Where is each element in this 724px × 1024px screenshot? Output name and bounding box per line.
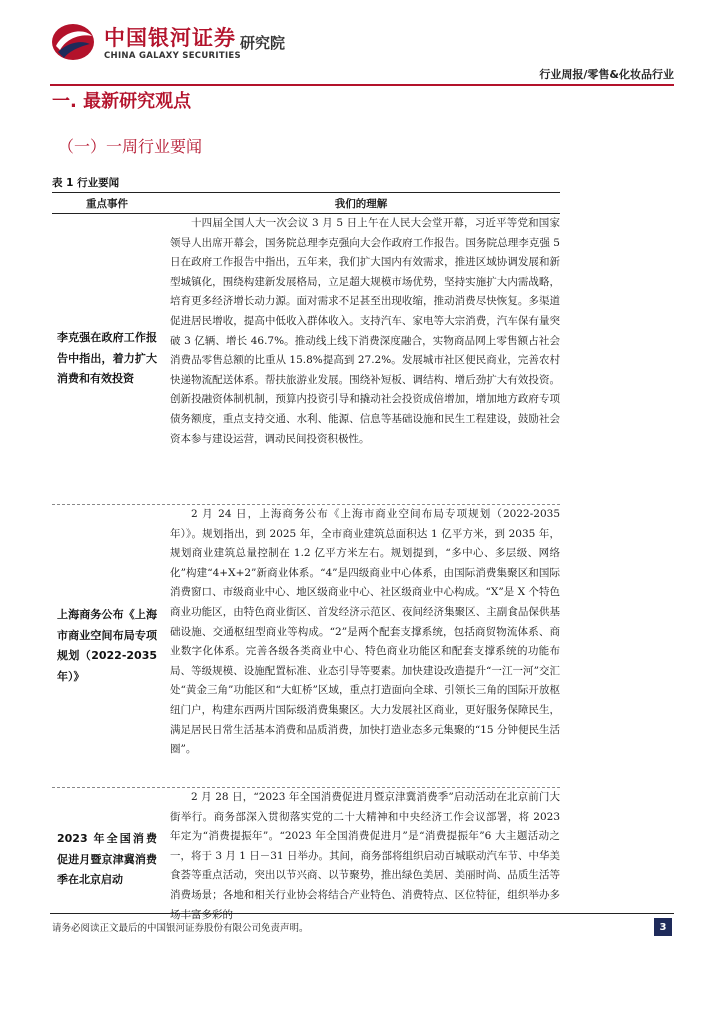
table-row bbox=[52, 214, 560, 505]
page-number: 3 bbox=[654, 918, 672, 936]
event-title: 李克强在政府工作报告中指出，着力扩大消费和有效投资 bbox=[57, 331, 157, 386]
table-row bbox=[52, 788, 560, 932]
header-divider bbox=[50, 84, 674, 86]
table-header-row bbox=[52, 193, 560, 214]
event-cell bbox=[52, 505, 162, 787]
table-row bbox=[52, 505, 560, 788]
brand-name-en: CHINA GALAXY SECURITIES bbox=[104, 51, 241, 61]
news-table bbox=[52, 192, 560, 932]
brand-division: 研究院 bbox=[240, 34, 286, 52]
event-cell bbox=[52, 214, 162, 504]
page-header bbox=[0, 0, 724, 90]
header-event: 重点事件 bbox=[86, 197, 128, 210]
disclaimer-text: 请务必阅读正文最后的中国银河证券股份有限公司免责声明。 bbox=[52, 923, 309, 934]
table-caption: 表 1 行业要闻 bbox=[52, 177, 120, 189]
galaxy-logo-icon bbox=[50, 22, 96, 62]
event-cell bbox=[52, 788, 162, 932]
subsection-title: （一）一周行业要闻 bbox=[58, 137, 203, 156]
footer-divider bbox=[50, 913, 674, 914]
report-type: 行业周报/零售&化妆品行业 bbox=[539, 68, 674, 81]
header-understanding: 我们的理解 bbox=[334, 197, 388, 210]
brand-name: 中国银河证券 bbox=[104, 26, 236, 50]
event-description: 2 月 28 日，“2023 年全国消费促进月暨京津冀消费季”启动活动在北京前门大街举行。商务部深入贯彻落实党的二十大精神和中央经济工作会议部署，将 2023 年定为“消费提振年”。“2023 年全国消费促进月”是“消费提振年”6 大主题活动之一，将于 3 月 1 日－31 日举办。其间，商务部将组织启动百城联动汽车节、中华美食荟等重点活动，突出以节兴商、以节聚势，推出绿色美居、美丽时尚、品质生活等消费场景；各地和相关行业协会将结合产业特色、消费特点、区位特征，组织举办多场丰富多彩的 bbox=[170, 791, 560, 921]
event-title: 2023 年全国消费促进月暨京津冀消费季在北京启动 bbox=[57, 832, 157, 887]
event-title: 上海商务公布《上海市商业空间布局专项规划（2022-2035年）》 bbox=[57, 608, 157, 683]
section-title: 一. 最新研究观点 bbox=[52, 91, 192, 112]
event-description: 2 月 24 日，上海商务公布《上海市商业空间布局专项规划（2022-2035 年）》。规划指出，到 2025 年，全市商业建筑总面积达 1 亿平方米，到 2035 年，规划商业建筑总量控制在 1.2 亿平方米左右。规划提到，“多中心、多层级、网络化”构建“4+X+2”新商业体系。“4”是四级商业中心体系，由国际消费集聚区和国际消费窗口、市级商业中心、地区级商业中心、社区级商业中心构成。“X”是 X 个特色商业功能区，由特色商业街区、首发经济示范区、夜间经济集聚区、主副食品保供基础设施、交通枢纽型商业等构成。“2”是两个配套支撑系统，包括商贸物流体系、商业数字化体系。完善各级各类商业中心、特色商业功能区和配套支撑系统的功能布局、等级规模、设施配置标准、业态引导等要素。加快建设改造提升“一江一河”交汇处“黄金三角”功能区和“大虹桥”区域，重点打造面向全球、引领长三角的国际开放枢纽门户，构建东西两片国际级消费集聚区。大力发展社区商业，更好服务保障民生，满足居民日常生活基本消费和品质消费，加快打造业态多元集聚的“15 分钟便民生活圈”。 bbox=[170, 508, 560, 756]
event-description: 十四届全国人大一次会议 3 月 5 日上午在人民大会堂开幕，习近平等党和国家领导人出席开幕会，国务院总理李克强向大会作政府工作报告。国务院总理李克强 5 日在政府工作报告中指出，五年来，我们扩大国内有效需求，推进区域协调发展和新型城镇化，围绕构建新发展格局，立足超大规模市场优势，坚持实施扩大内需战略，培育更多经济增长动力源。面对需求不足甚至出现收缩，推动消费尽快恢复。多渠道促进居民增收，提高中低收入群体收入。支持汽车、家电等大宗消费，汽车保有量突破 3 亿辆、增长 46.7%。推动线上线下消费深度融合，实物商品网上零售额占社会消费品零售总额的比重从 15.8%提高到 27.2%。发展城市社区便民商业，完善农村快递物流配送体系。帮扶旅游业发展。围绕补短板、调结构、增后劲扩大有效投资。创新投融资体制机制，预算内投资引导和撬动社会投资成倍增加，增加地方政府专项债务额度，重点支持交通、水利、能源、信息等基础设施和民生工程建设，鼓励社会资本参与建设运营，调动民间投资积极性。 bbox=[170, 217, 560, 445]
